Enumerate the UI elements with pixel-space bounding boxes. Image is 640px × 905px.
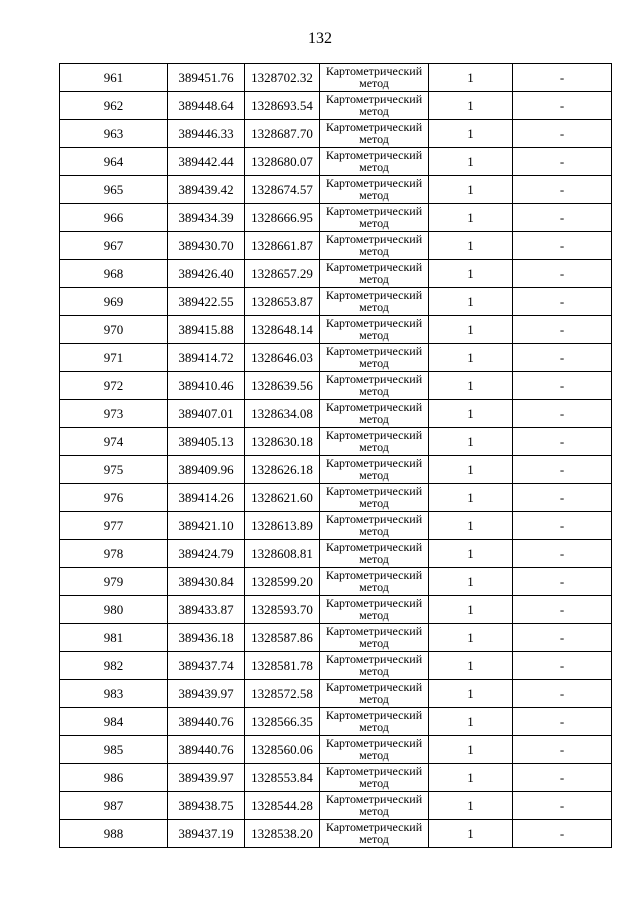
method-label-line1: Картометрический bbox=[325, 64, 423, 78]
point-number-cell: 984 bbox=[60, 708, 168, 736]
table-row bbox=[60, 456, 612, 484]
method-label-line1: Картометрический bbox=[325, 736, 423, 750]
y-coordinate-cell: 1328630.18 bbox=[245, 428, 320, 456]
method-label-line1: Картометрический bbox=[325, 680, 423, 694]
method-cell bbox=[320, 512, 429, 540]
method-cell bbox=[320, 568, 429, 596]
method-label-line1: Картометрический bbox=[325, 288, 423, 302]
method-label-line1: Картометрический bbox=[325, 708, 423, 722]
method-cell bbox=[320, 624, 429, 652]
method-label-line2: метод bbox=[359, 132, 389, 146]
point-number-cell: 964 bbox=[60, 148, 168, 176]
method-label-line2: метод bbox=[359, 104, 389, 118]
method-label-line1: Картометрический bbox=[325, 176, 423, 190]
point-number-cell: 965 bbox=[60, 176, 168, 204]
method-label-line2: метод bbox=[359, 328, 389, 342]
table-row bbox=[60, 428, 612, 456]
method-cell bbox=[320, 64, 429, 92]
y-coordinate-cell: 1328639.56 bbox=[245, 372, 320, 400]
method-cell bbox=[320, 204, 429, 232]
x-coordinate-cell: 389448.64 bbox=[168, 92, 245, 120]
table-row bbox=[60, 204, 612, 232]
method-cell bbox=[320, 652, 429, 680]
col5-cell: 1 bbox=[429, 428, 513, 456]
col6-cell: - bbox=[513, 260, 612, 288]
col5-cell: 1 bbox=[429, 204, 513, 232]
method-cell bbox=[320, 260, 429, 288]
method-label-line2: метод bbox=[359, 356, 389, 370]
col6-cell: - bbox=[513, 316, 612, 344]
table-body bbox=[60, 64, 612, 848]
y-coordinate-cell: 1328608.81 bbox=[245, 540, 320, 568]
method-label-line2: метод bbox=[359, 720, 389, 734]
table-row bbox=[60, 176, 612, 204]
col6-cell: - bbox=[513, 92, 612, 120]
y-coordinate-cell: 1328566.35 bbox=[245, 708, 320, 736]
y-coordinate-cell: 1328661.87 bbox=[245, 232, 320, 260]
method-cell bbox=[320, 596, 429, 624]
x-coordinate-cell: 389451.76 bbox=[168, 64, 245, 92]
table-row bbox=[60, 652, 612, 680]
method-label-line2: метод bbox=[359, 244, 389, 258]
method-cell bbox=[320, 120, 429, 148]
method-label-line1: Картометрический bbox=[325, 344, 423, 358]
method-label-line1: Картометрический bbox=[325, 204, 423, 218]
x-coordinate-cell: 389440.76 bbox=[168, 708, 245, 736]
x-coordinate-cell: 389442.44 bbox=[168, 148, 245, 176]
col5-cell: 1 bbox=[429, 708, 513, 736]
method-cell bbox=[320, 484, 429, 512]
x-coordinate-cell: 389439.42 bbox=[168, 176, 245, 204]
col5-cell: 1 bbox=[429, 92, 513, 120]
col5-cell: 1 bbox=[429, 680, 513, 708]
method-cell bbox=[320, 764, 429, 792]
col6-cell: - bbox=[513, 736, 612, 764]
x-coordinate-cell: 389430.70 bbox=[168, 232, 245, 260]
col5-cell: 1 bbox=[429, 792, 513, 820]
col6-cell: - bbox=[513, 204, 612, 232]
col6-cell: - bbox=[513, 372, 612, 400]
y-coordinate-cell: 1328544.28 bbox=[245, 792, 320, 820]
table-row bbox=[60, 568, 612, 596]
point-number-cell: 961 bbox=[60, 64, 168, 92]
point-number-cell: 963 bbox=[60, 120, 168, 148]
point-number-cell: 980 bbox=[60, 596, 168, 624]
y-coordinate-cell: 1328587.86 bbox=[245, 624, 320, 652]
method-label-line1: Картометрический bbox=[325, 652, 423, 666]
y-coordinate-cell: 1328626.18 bbox=[245, 456, 320, 484]
col6-cell: - bbox=[513, 344, 612, 372]
col5-cell: 1 bbox=[429, 764, 513, 792]
coordinates-table bbox=[59, 63, 612, 848]
y-coordinate-cell: 1328687.70 bbox=[245, 120, 320, 148]
col5-cell: 1 bbox=[429, 288, 513, 316]
point-number-cell: 976 bbox=[60, 484, 168, 512]
point-number-cell: 981 bbox=[60, 624, 168, 652]
y-coordinate-cell: 1328581.78 bbox=[245, 652, 320, 680]
col6-cell: - bbox=[513, 428, 612, 456]
x-coordinate-cell: 389424.79 bbox=[168, 540, 245, 568]
method-label-line2: метод bbox=[359, 776, 389, 790]
y-coordinate-cell: 1328674.57 bbox=[245, 176, 320, 204]
table-row bbox=[60, 316, 612, 344]
table-row bbox=[60, 484, 612, 512]
method-cell bbox=[320, 232, 429, 260]
method-cell bbox=[320, 288, 429, 316]
point-number-cell: 971 bbox=[60, 344, 168, 372]
col5-cell: 1 bbox=[429, 316, 513, 344]
x-coordinate-cell: 389409.96 bbox=[168, 456, 245, 484]
point-number-cell: 987 bbox=[60, 792, 168, 820]
col5-cell: 1 bbox=[429, 484, 513, 512]
method-cell bbox=[320, 148, 429, 176]
table-row bbox=[60, 680, 612, 708]
point-number-cell: 986 bbox=[60, 764, 168, 792]
col5-cell: 1 bbox=[429, 820, 513, 848]
method-cell bbox=[320, 792, 429, 820]
x-coordinate-cell: 389405.13 bbox=[168, 428, 245, 456]
col5-cell: 1 bbox=[429, 736, 513, 764]
method-label-line1: Картометрический bbox=[325, 596, 423, 610]
col6-cell: - bbox=[513, 764, 612, 792]
method-label-line2: метод bbox=[359, 748, 389, 762]
table-row bbox=[60, 372, 612, 400]
method-label-line2: метод bbox=[359, 384, 389, 398]
x-coordinate-cell: 389415.88 bbox=[168, 316, 245, 344]
col5-cell: 1 bbox=[429, 64, 513, 92]
col6-cell: - bbox=[513, 652, 612, 680]
method-cell bbox=[320, 372, 429, 400]
y-coordinate-cell: 1328613.89 bbox=[245, 512, 320, 540]
col5-cell: 1 bbox=[429, 344, 513, 372]
col6-cell: - bbox=[513, 400, 612, 428]
point-number-cell: 968 bbox=[60, 260, 168, 288]
method-label-line2: метод bbox=[359, 412, 389, 426]
method-label-line1: Картометрический bbox=[325, 232, 423, 246]
col5-cell: 1 bbox=[429, 148, 513, 176]
y-coordinate-cell: 1328634.08 bbox=[245, 400, 320, 428]
method-label-line1: Картометрический bbox=[325, 372, 423, 386]
method-label-line2: метод bbox=[359, 76, 389, 90]
method-cell bbox=[320, 456, 429, 484]
y-coordinate-cell: 1328538.20 bbox=[245, 820, 320, 848]
col6-cell: - bbox=[513, 64, 612, 92]
point-number-cell: 969 bbox=[60, 288, 168, 316]
col5-cell: 1 bbox=[429, 624, 513, 652]
method-label-line2: метод bbox=[359, 636, 389, 650]
col6-cell: - bbox=[513, 176, 612, 204]
x-coordinate-cell: 389439.97 bbox=[168, 764, 245, 792]
col6-cell: - bbox=[513, 708, 612, 736]
col5-cell: 1 bbox=[429, 176, 513, 204]
method-label-line1: Картометрический bbox=[325, 456, 423, 470]
method-cell bbox=[320, 680, 429, 708]
table-row bbox=[60, 344, 612, 372]
method-label-line1: Картометрический bbox=[325, 400, 423, 414]
x-coordinate-cell: 389414.72 bbox=[168, 344, 245, 372]
point-number-cell: 975 bbox=[60, 456, 168, 484]
x-coordinate-cell: 389446.33 bbox=[168, 120, 245, 148]
table-row bbox=[60, 232, 612, 260]
x-coordinate-cell: 389437.19 bbox=[168, 820, 245, 848]
table-row bbox=[60, 120, 612, 148]
x-coordinate-cell: 389421.10 bbox=[168, 512, 245, 540]
point-number-cell: 972 bbox=[60, 372, 168, 400]
method-cell bbox=[320, 176, 429, 204]
x-coordinate-cell: 389426.40 bbox=[168, 260, 245, 288]
col5-cell: 1 bbox=[429, 372, 513, 400]
x-coordinate-cell: 389436.18 bbox=[168, 624, 245, 652]
col5-cell: 1 bbox=[429, 512, 513, 540]
x-coordinate-cell: 389414.26 bbox=[168, 484, 245, 512]
method-label-line2: метод bbox=[359, 552, 389, 566]
col6-cell: - bbox=[513, 624, 612, 652]
y-coordinate-cell: 1328693.54 bbox=[245, 92, 320, 120]
table-row bbox=[60, 708, 612, 736]
col6-cell: - bbox=[513, 820, 612, 848]
y-coordinate-cell: 1328599.20 bbox=[245, 568, 320, 596]
method-label-line1: Картометрический bbox=[325, 120, 423, 134]
col5-cell: 1 bbox=[429, 260, 513, 288]
method-label-line1: Картометрический bbox=[325, 624, 423, 638]
col5-cell: 1 bbox=[429, 540, 513, 568]
col6-cell: - bbox=[513, 484, 612, 512]
y-coordinate-cell: 1328621.60 bbox=[245, 484, 320, 512]
point-number-cell: 988 bbox=[60, 820, 168, 848]
table-row bbox=[60, 540, 612, 568]
col5-cell: 1 bbox=[429, 596, 513, 624]
table-row bbox=[60, 288, 612, 316]
table-row bbox=[60, 260, 612, 288]
method-label-line2: метод bbox=[359, 216, 389, 230]
table-row bbox=[60, 148, 612, 176]
method-label-line2: метод bbox=[359, 692, 389, 706]
method-label-line2: метод bbox=[359, 524, 389, 538]
y-coordinate-cell: 1328666.95 bbox=[245, 204, 320, 232]
point-number-cell: 982 bbox=[60, 652, 168, 680]
table-row bbox=[60, 736, 612, 764]
col5-cell: 1 bbox=[429, 652, 513, 680]
col5-cell: 1 bbox=[429, 232, 513, 260]
point-number-cell: 974 bbox=[60, 428, 168, 456]
y-coordinate-cell: 1328680.07 bbox=[245, 148, 320, 176]
point-number-cell: 979 bbox=[60, 568, 168, 596]
method-cell bbox=[320, 400, 429, 428]
method-cell bbox=[320, 92, 429, 120]
method-label-line1: Картометрический bbox=[325, 540, 423, 554]
method-label-line2: метод bbox=[359, 272, 389, 286]
table-row bbox=[60, 596, 612, 624]
y-coordinate-cell: 1328572.58 bbox=[245, 680, 320, 708]
x-coordinate-cell: 389439.97 bbox=[168, 680, 245, 708]
y-coordinate-cell: 1328653.87 bbox=[245, 288, 320, 316]
col6-cell: - bbox=[513, 680, 612, 708]
method-label-line1: Картометрический bbox=[325, 512, 423, 526]
method-label-line1: Картометрический bbox=[325, 260, 423, 274]
method-label-line1: Картометрический bbox=[325, 148, 423, 162]
point-number-cell: 978 bbox=[60, 540, 168, 568]
method-cell bbox=[320, 344, 429, 372]
point-number-cell: 962 bbox=[60, 92, 168, 120]
point-number-cell: 970 bbox=[60, 316, 168, 344]
table-row bbox=[60, 512, 612, 540]
method-label-line2: метод bbox=[359, 580, 389, 594]
table-row bbox=[60, 820, 612, 848]
x-coordinate-cell: 389440.76 bbox=[168, 736, 245, 764]
y-coordinate-cell: 1328657.29 bbox=[245, 260, 320, 288]
point-number-cell: 973 bbox=[60, 400, 168, 428]
col5-cell: 1 bbox=[429, 120, 513, 148]
col6-cell: - bbox=[513, 288, 612, 316]
point-number-cell: 983 bbox=[60, 680, 168, 708]
y-coordinate-cell: 1328560.06 bbox=[245, 736, 320, 764]
method-cell bbox=[320, 736, 429, 764]
method-cell bbox=[320, 708, 429, 736]
page-number: 132 bbox=[308, 30, 332, 47]
method-label-line2: метод bbox=[359, 804, 389, 818]
method-label-line1: Картометрический bbox=[325, 792, 423, 806]
method-label-line2: метод bbox=[359, 664, 389, 678]
table-row bbox=[60, 624, 612, 652]
method-label-line1: Картометрический bbox=[325, 484, 423, 498]
point-number-cell: 985 bbox=[60, 736, 168, 764]
method-cell bbox=[320, 820, 429, 848]
col6-cell: - bbox=[513, 568, 612, 596]
col6-cell: - bbox=[513, 456, 612, 484]
x-coordinate-cell: 389430.84 bbox=[168, 568, 245, 596]
col5-cell: 1 bbox=[429, 456, 513, 484]
method-label-line1: Картометрический bbox=[325, 764, 423, 778]
col6-cell: - bbox=[513, 540, 612, 568]
table-row bbox=[60, 64, 612, 92]
y-coordinate-cell: 1328593.70 bbox=[245, 596, 320, 624]
col6-cell: - bbox=[513, 512, 612, 540]
x-coordinate-cell: 389410.46 bbox=[168, 372, 245, 400]
method-label-line2: метод bbox=[359, 300, 389, 314]
y-coordinate-cell: 1328553.84 bbox=[245, 764, 320, 792]
x-coordinate-cell: 389422.55 bbox=[168, 288, 245, 316]
col6-cell: - bbox=[513, 232, 612, 260]
x-coordinate-cell: 389433.87 bbox=[168, 596, 245, 624]
y-coordinate-cell: 1328646.03 bbox=[245, 344, 320, 372]
method-label-line1: Картометрический bbox=[325, 316, 423, 330]
y-coordinate-cell: 1328648.14 bbox=[245, 316, 320, 344]
point-number-cell: 977 bbox=[60, 512, 168, 540]
method-label-line1: Картометрический bbox=[325, 92, 423, 106]
y-coordinate-cell: 1328702.32 bbox=[245, 64, 320, 92]
method-cell bbox=[320, 428, 429, 456]
method-label-line1: Картометрический bbox=[325, 428, 423, 442]
point-number-cell: 966 bbox=[60, 204, 168, 232]
method-cell bbox=[320, 540, 429, 568]
x-coordinate-cell: 389407.01 bbox=[168, 400, 245, 428]
method-label-line2: метод bbox=[359, 496, 389, 510]
col5-cell: 1 bbox=[429, 400, 513, 428]
col6-cell: - bbox=[513, 596, 612, 624]
table-row bbox=[60, 92, 612, 120]
method-label-line2: метод bbox=[359, 188, 389, 202]
method-cell bbox=[320, 316, 429, 344]
method-label-line1: Картометрический bbox=[325, 568, 423, 582]
col6-cell: - bbox=[513, 120, 612, 148]
method-label-line1: Картометрический bbox=[325, 820, 423, 834]
col6-cell: - bbox=[513, 792, 612, 820]
method-label-line2: метод bbox=[359, 440, 389, 454]
x-coordinate-cell: 389434.39 bbox=[168, 204, 245, 232]
x-coordinate-cell: 389437.74 bbox=[168, 652, 245, 680]
method-label-line2: метод bbox=[359, 468, 389, 482]
table-row bbox=[60, 792, 612, 820]
col5-cell: 1 bbox=[429, 568, 513, 596]
point-number-cell: 967 bbox=[60, 232, 168, 260]
col6-cell: - bbox=[513, 148, 612, 176]
table-row bbox=[60, 400, 612, 428]
method-label-line2: метод bbox=[359, 160, 389, 174]
table-row bbox=[60, 764, 612, 792]
method-label-line2: метод bbox=[359, 608, 389, 622]
method-label-line2: метод bbox=[359, 832, 389, 846]
x-coordinate-cell: 389438.75 bbox=[168, 792, 245, 820]
